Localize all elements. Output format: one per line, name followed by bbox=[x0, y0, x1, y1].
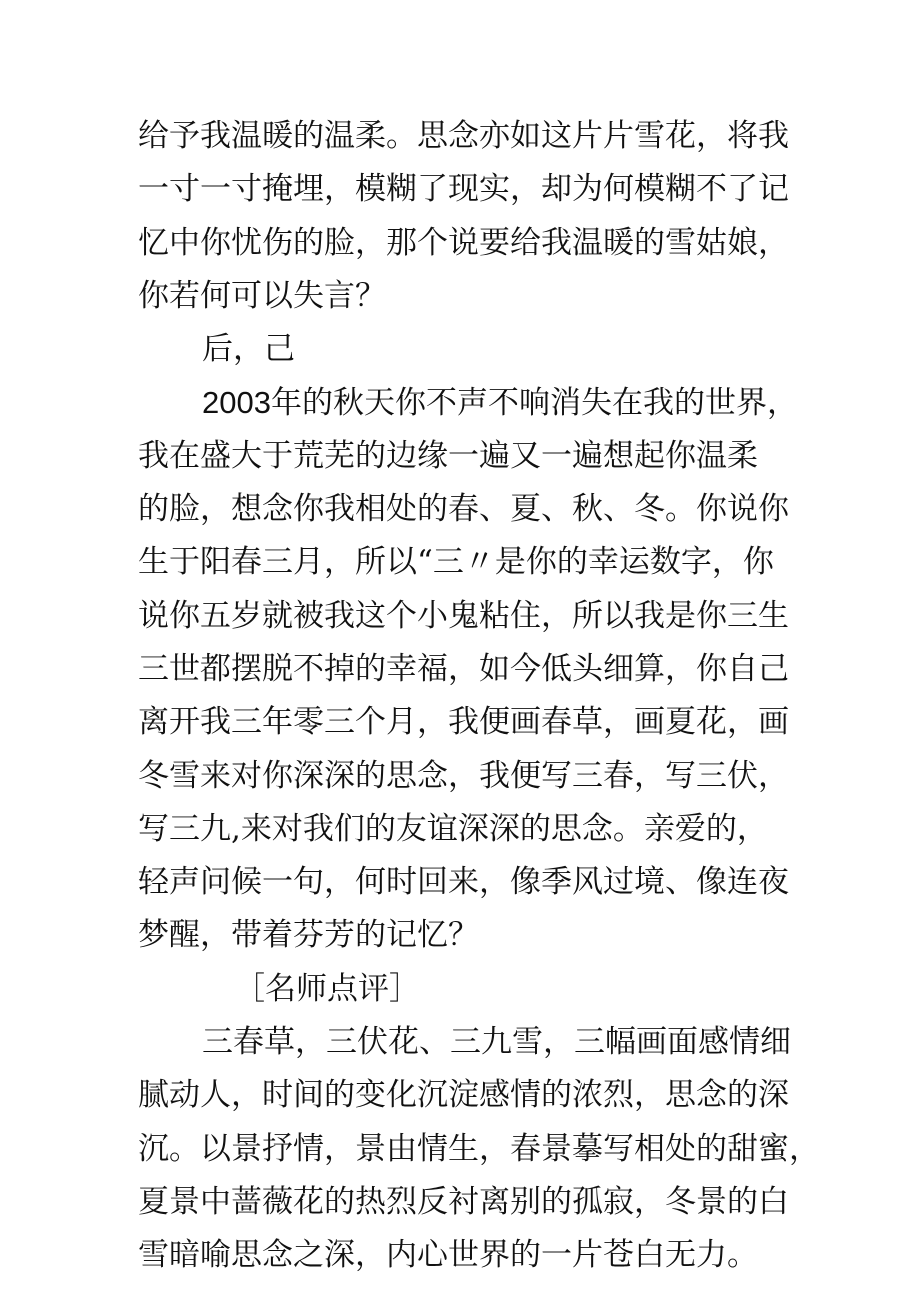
text-line: 三世都摆脱不掉的幸福，如今低头细算，你自己 bbox=[138, 650, 789, 687]
text-line: 沉。以景抒情，景由情生，春景摹写相处的甜蜜， bbox=[138, 1130, 820, 1167]
text-line: 的脸，想念你我相处的春、夏、秋、冬。你说你 bbox=[138, 491, 789, 528]
paragraph-review bbox=[138, 1016, 820, 1282]
text-line: 离开我三年零三个月，我便画春草，画夏花，画 bbox=[138, 704, 789, 741]
text-line: 你若何可以失言？ bbox=[138, 277, 386, 314]
text-line-first bbox=[138, 376, 798, 429]
year-number: 2003 bbox=[202, 385, 271, 421]
text-line: 夏景中蔷薇花的热烈反衬离别的孤寂，冬景的白 bbox=[138, 1183, 789, 1220]
text-line: 生于阳春三月，所以“三〃是你的幸运数字，你 bbox=[138, 544, 774, 581]
paragraph-after bbox=[138, 376, 798, 962]
text-line: 冬雪来对你深深的思念，我便写三春，写三伏， bbox=[138, 757, 789, 794]
paragraph-ending-first bbox=[138, 110, 798, 323]
text-line: 雪暗喻思念之深，内心世界的一片苍白无力。 bbox=[138, 1237, 758, 1274]
text-line: 给予我温暖的温柔。思念亦如这片片雪花，将我 bbox=[138, 118, 789, 154]
essay-text bbox=[138, 110, 820, 1283]
text-line: 我在盛大于荒芜的边缘一遍又一遍想起你温柔 bbox=[138, 437, 758, 474]
section-heading-after: 后，己 bbox=[202, 331, 295, 368]
text-line: 写三九,来对我们的友谊深深的思念。亲爱的， bbox=[138, 810, 768, 847]
text-line: 一寸一寸掩埋，模糊了现实，却为何模糊不了记 bbox=[138, 171, 789, 208]
text-line: 腻动人，时间的变化沉淀感情的浓烈，思念的深 bbox=[138, 1077, 789, 1114]
text-line-rest: 年的秋天你不声不响消失在我的世界， bbox=[270, 385, 798, 422]
text-line: 忆中你忧伤的脸，那个说要给我温暖的雪姑娘， bbox=[138, 224, 789, 261]
text-line: 说你五岁就被我这个小鬼粘住，所以我是你三生 bbox=[138, 597, 789, 634]
text-line: 梦醒，带着芬芳的记忆？ bbox=[138, 917, 479, 954]
review-heading: ［名师点评］ bbox=[234, 970, 420, 1007]
text-line: 轻声问候一句，何时回来，像季风过境、像连夜 bbox=[138, 864, 789, 901]
text-line-first: 三春草，三伏花、三九雪，三幅画面感情细 bbox=[202, 1024, 791, 1061]
